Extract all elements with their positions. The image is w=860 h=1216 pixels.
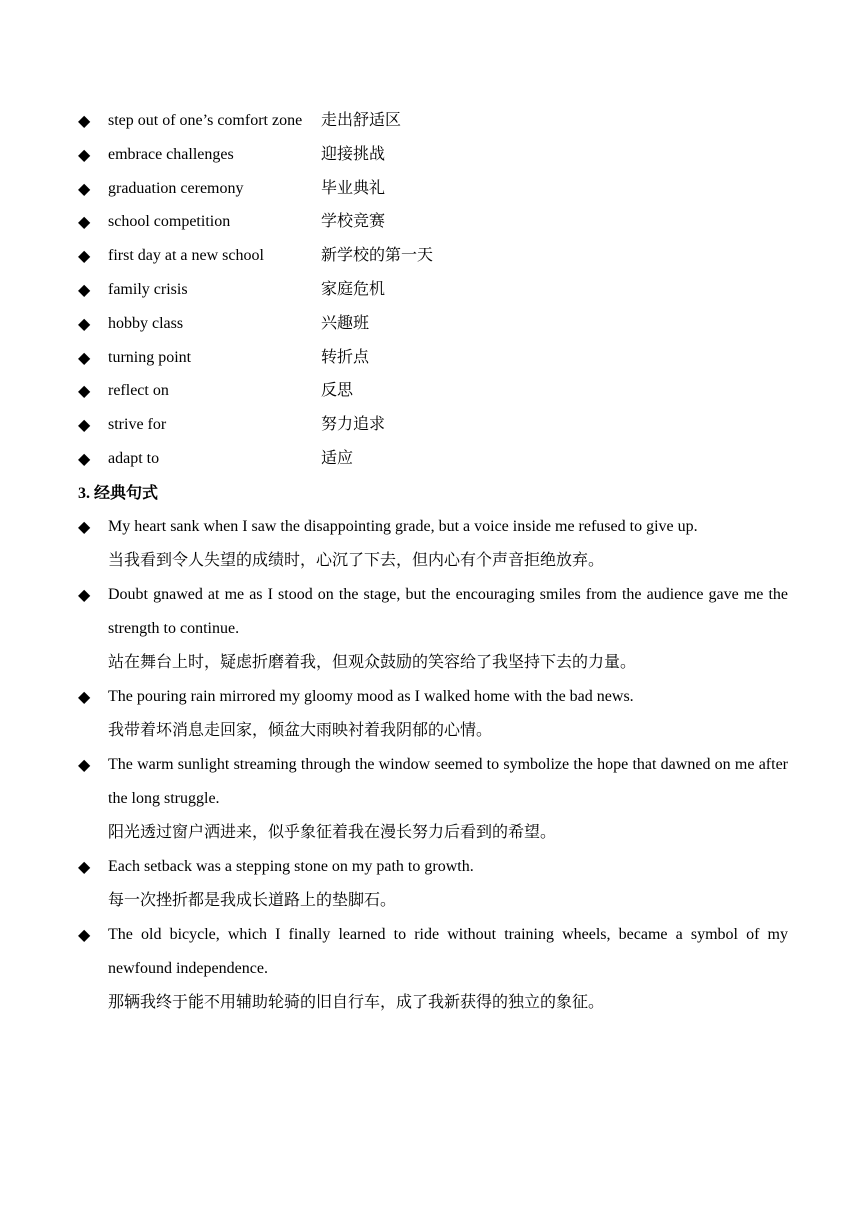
list-item [78, 850, 788, 918]
diamond-bullet-icon: ◆ [78, 585, 91, 604]
list-item [78, 104, 798, 138]
phrase-chinese: 毕业典礼 [321, 179, 386, 197]
sentence-chinese: 每一次挫折都是我成长道路上的垫脚石。 [108, 892, 397, 909]
list-item [78, 510, 788, 578]
sentence-chinese: 阳光透过窗户洒进来，似乎象征着我在漫长努力后看到的希望。 [108, 824, 557, 841]
sentence-chinese: 站在舞台上时，疑虑折磨着我，但观众鼓励的笑容给了我坚持下去的力量。 [108, 654, 637, 671]
phrase-chinese: 反思 [321, 382, 354, 400]
diamond-bullet-icon: ◆ [78, 925, 91, 944]
phrase-english: adapt to [108, 449, 160, 467]
phrase-english: family crisis [108, 280, 188, 298]
phrase-chinese: 适应 [321, 449, 354, 467]
list-item [78, 578, 788, 680]
diamond-bullet-icon: ◆ [78, 448, 91, 468]
phrase-chinese: 迎接挑战 [321, 145, 386, 163]
phrase-english: school competition [108, 213, 231, 231]
sentence-list [78, 510, 788, 1020]
list-item [78, 442, 798, 476]
sentence-english: The warm sunlight streaming through the window seemed to symbolize the hope that dawned on me after the long struggle. [108, 756, 788, 807]
sentence-chinese: 我带着坏消息走回家，倾盆大雨映衬着我阴郁的心情。 [108, 722, 493, 739]
diamond-bullet-icon: ◆ [78, 415, 91, 435]
sentence-english: My heart sank when I saw the disappointing grade, but a voice inside me refused to give up. [108, 518, 698, 535]
list-item [78, 239, 798, 273]
list-item [78, 138, 798, 172]
diamond-bullet-icon: ◆ [78, 279, 91, 299]
list-item [78, 748, 788, 850]
diamond-bullet-icon: ◆ [78, 381, 91, 401]
diamond-bullet-icon: ◆ [78, 857, 91, 876]
list-item [78, 374, 798, 408]
sentence-english: The old bicycle, which I finally learned to ride without training wheels, became a symbol of my newfound independence. [108, 926, 788, 977]
list-item [78, 205, 798, 239]
list-item [78, 341, 798, 375]
phrase-english: step out of one’s comfort zone [108, 112, 303, 129]
list-item [78, 408, 798, 442]
diamond-bullet-icon: ◆ [78, 313, 91, 333]
sentence-chinese: 当我看到令人失望的成绩时，心沉了下去，但内心有个声音拒绝放弃。 [108, 552, 605, 569]
list-item [78, 172, 798, 206]
phrase-english: hobby class [108, 314, 184, 332]
phrase-chinese: 学校竞赛 [321, 213, 386, 231]
diamond-bullet-icon: ◆ [78, 517, 91, 536]
diamond-bullet-icon: ◆ [78, 755, 91, 774]
phrase-english: reflect on [108, 382, 169, 400]
phrase-list [78, 104, 798, 476]
sentence-english: Each setback was a stepping stone on my path to growth. [108, 858, 474, 875]
phrase-english: first day at a new school [108, 247, 264, 265]
phrase-chinese: 转折点 [321, 348, 370, 366]
sentence-chinese: 那辆我终于能不用辅助轮骑的旧自行车，成了我新获得的独立的象征。 [108, 994, 605, 1011]
diamond-bullet-icon: ◆ [78, 212, 91, 232]
phrase-chinese: 兴趣班 [321, 314, 370, 332]
section-heading: 3. 经典句式 [78, 485, 159, 502]
diamond-bullet-icon: ◆ [78, 347, 91, 367]
sentence-english: The pouring rain mirrored my gloomy mood as I walked home with the bad news. [108, 688, 634, 705]
diamond-bullet-icon: ◆ [78, 687, 91, 706]
list-item [78, 307, 798, 341]
phrase-english: graduation ceremony [108, 179, 244, 197]
phrase-chinese: 走出舒适区 [321, 112, 402, 129]
phrase-chinese: 努力追求 [321, 416, 386, 434]
diamond-bullet-icon: ◆ [78, 178, 91, 198]
diamond-bullet-icon: ◆ [78, 144, 91, 164]
phrase-english: embrace challenges [108, 145, 234, 163]
phrase-english: turning point [108, 348, 192, 366]
diamond-bullet-icon: ◆ [78, 246, 91, 266]
list-item [78, 680, 788, 748]
diamond-bullet-icon: ◆ [78, 111, 91, 130]
list-item [78, 918, 788, 1020]
list-item [78, 273, 798, 307]
sentence-english: Doubt gnawed at me as I stood on the stage, but the encouraging smiles from the audience gave me the strength to continue. [108, 586, 788, 637]
phrase-chinese: 家庭危机 [321, 280, 386, 298]
phrase-english: strive for [108, 416, 167, 434]
phrase-chinese: 新学校的第一天 [321, 247, 434, 265]
